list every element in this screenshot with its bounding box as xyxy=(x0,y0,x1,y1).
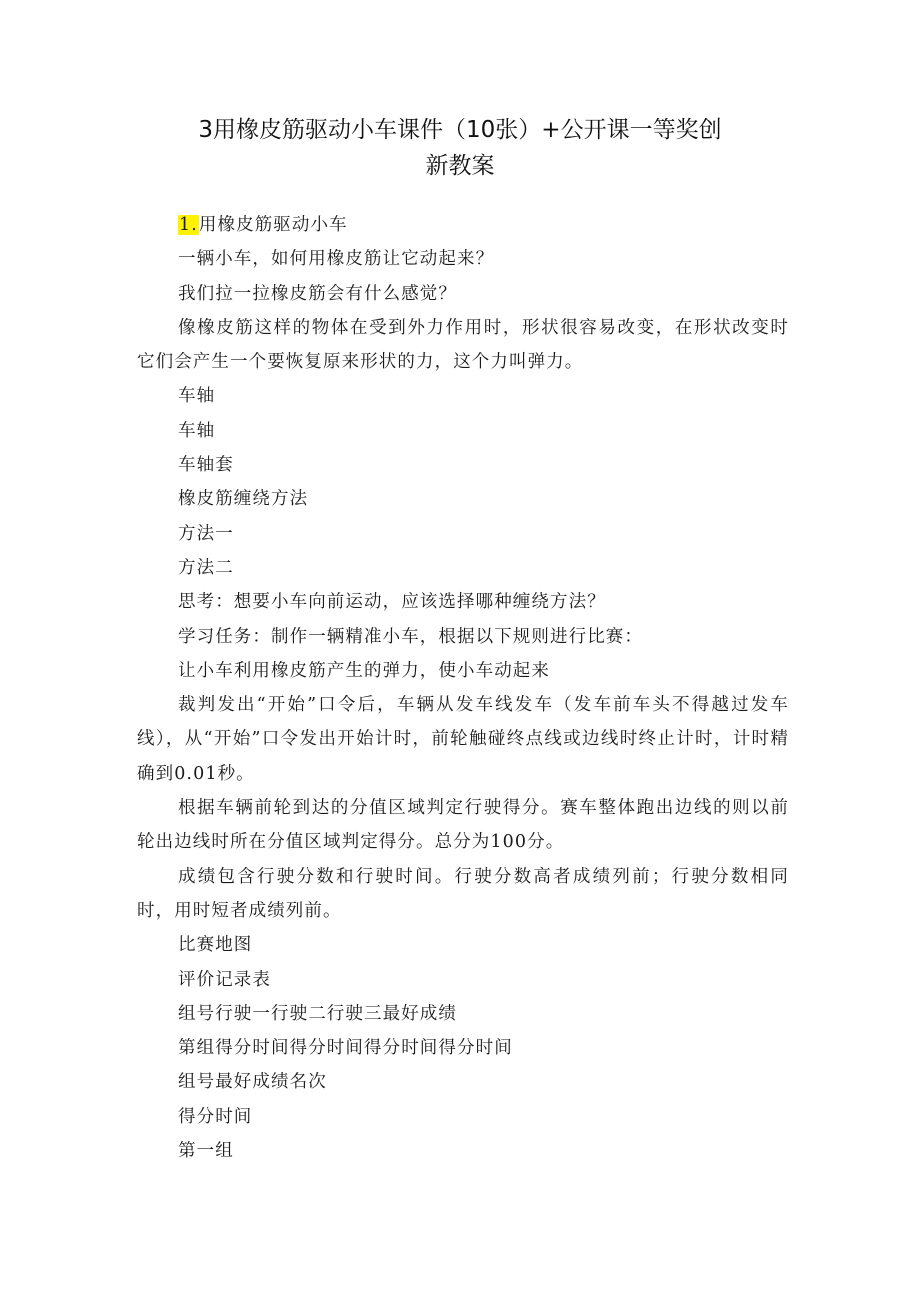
paragraph: 评价记录表 xyxy=(178,969,271,990)
paragraph: 成绩包含行驶分数和行驶时间。行驶分数高者成绩列前；行驶分数相同时，用时短者成绩列前。 xyxy=(137,866,789,921)
title-line-2: 新教案 xyxy=(425,153,495,179)
document-title xyxy=(170,112,750,184)
paragraph: 车轴 xyxy=(178,386,216,407)
paragraph: 车轴套 xyxy=(178,455,234,476)
section-heading xyxy=(137,208,789,242)
paragraph: 第一组 xyxy=(178,1141,234,1162)
section-heading-text: 用橡皮筋驱动小车 xyxy=(198,215,348,235)
paragraph: 裁判发出“开始”口令后，车辆从发车线发车（发车前车头不得越过发车线），从“开始”口令发出开始计时，前轮触碰终点线或边线时终止计时，计时精确到0.01秒。 xyxy=(137,695,789,784)
document-body xyxy=(137,208,789,1168)
paragraph: 组号行驶一行驶二行驶三最好成绩 xyxy=(178,1003,457,1024)
paragraph: 方法一 xyxy=(178,523,234,544)
paragraph: 得分时间 xyxy=(178,1106,253,1127)
paragraph: 根据车辆前轮到达的分值区域判定行驶得分。赛车整体跑出边线的则以前轮出边线时所在分值区域判定得分。总分为100分。 xyxy=(137,798,789,853)
paragraph: 方法二 xyxy=(178,557,234,578)
paragraph: 我们拉一拉橡皮筋会有什么感觉？ xyxy=(178,283,457,304)
paragraph: 第组得分时间得分时间得分时间得分时间 xyxy=(178,1038,513,1059)
section-number-highlight: 1. xyxy=(179,215,198,235)
paragraph: 让小车利用橡皮筋产生的弹力，使小车动起来 xyxy=(178,660,550,681)
paragraph: 车轴 xyxy=(178,420,216,441)
paragraph: 思考：想要小车向前运动，应该选择哪种缠绕方法？ xyxy=(178,592,606,613)
paragraph: 比赛地图 xyxy=(178,935,253,956)
title-line-1: 3用橡皮筋驱动小车课件（10张）+公开课一等奖创 xyxy=(198,117,722,143)
paragraph: 一辆小车，如何用橡皮筋让它动起来？ xyxy=(178,249,495,270)
paragraph: 组号最好成绩名次 xyxy=(178,1072,327,1093)
paragraph: 像橡皮筋这样的物体在受到外力作用时，形状很容易改变，在形状改变时它们会产生一个要恢复原来形状的力，这个力叫弹力。 xyxy=(137,317,789,373)
paragraph: 橡皮筋缠绕方法 xyxy=(178,489,309,510)
paragraph: 学习任务：制作一辆精准小车，根据以下规则进行比赛： xyxy=(178,626,643,647)
